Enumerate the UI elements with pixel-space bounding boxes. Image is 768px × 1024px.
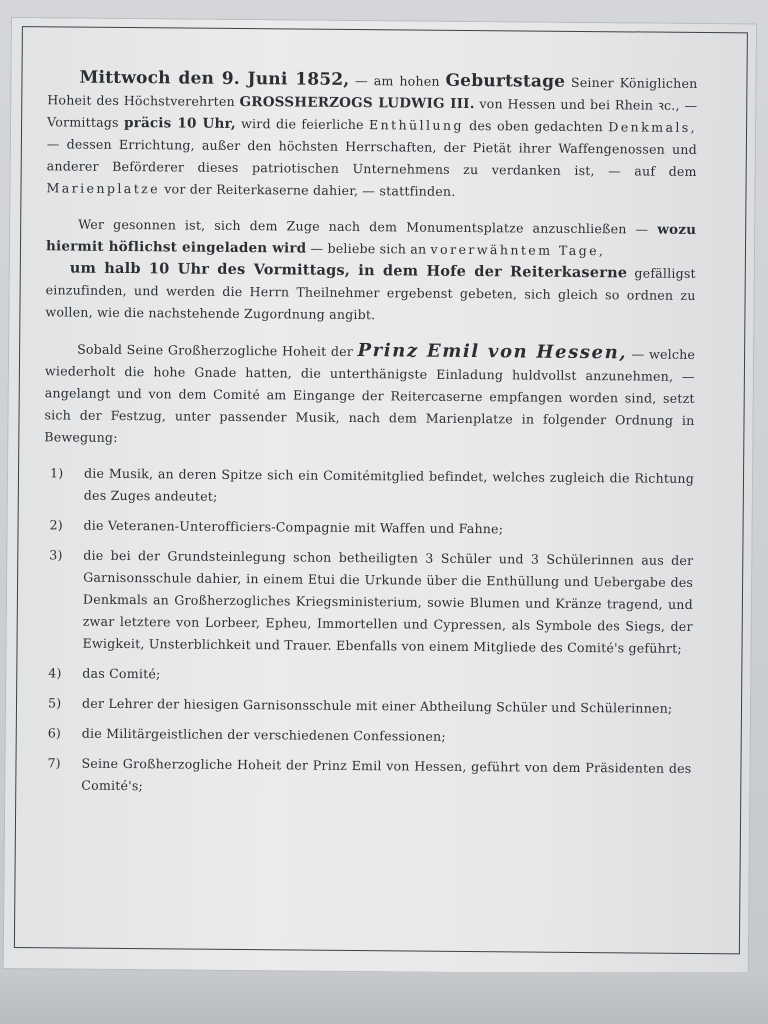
text-segment: — beliebe sich an [306, 240, 431, 257]
event-date: Mittwoch den 9. Juni 1852, [79, 67, 350, 90]
item-number: 2) [49, 517, 63, 533]
item-text: der Lehrer der hiesigen Garnisonsschule mit einer Abtheilung Schüler und Schülerinnen; [81, 695, 673, 716]
item-text: die Militärgeistlichen der verschiedenen Confessionen; [81, 725, 446, 744]
prince-name: Prinz Emil von Hessen, [357, 340, 628, 364]
text-segment: — welche wiederholt die hohe Gnade hatten, die unterthänigste Einladung huldvollst anzunehmen, — angelangt und von dem Comité am Eingange der Reitercaserne empfangen worden sind, setzt sich der Festzug, unter passender Musik, nach dem Marienplatze in folgender Ordnung in Bewegung: [44, 346, 696, 445]
text-segment: gefälligst einzufinden, und werden die Herrn Theilnehmer ergebenst gebeten, sich gleich so ordnen zu wollen, wie die nachstehende Zugordnung angibt. [45, 265, 696, 323]
lower-background [0, 972, 768, 1024]
item-number: 4) [48, 665, 62, 681]
document-page [4, 18, 756, 974]
square-name: Marienplatze [46, 180, 161, 197]
procession-order-list [41, 462, 694, 802]
item-text: die Veteranen-Unterofficiers-Compagnie mit Waffen und Fahne; [83, 517, 504, 537]
text-segment: vor der Reiterkaserne dahier, — stattfinden. [160, 181, 456, 199]
item-number: 6) [47, 725, 62, 741]
grand-duke-name: GROSSHERZOGS LUDWIG III. [239, 93, 475, 113]
text-segment: Sobald Seine Großherzogliche Hoheit der [77, 341, 358, 360]
unveiling-word: Enthüllung [368, 117, 464, 133]
list-item [41, 752, 691, 802]
procession-intro-paragraph [44, 337, 695, 454]
item-text: die Musik, an deren Spitze sich ein Comitémitglied befindet, welches zugleich die Richtung des Zuges andeutet; [83, 465, 695, 504]
text-segment: des oben gedachten [463, 117, 609, 135]
text-segment: von Hessen und bei Rhein ꝛc., — Vormittags [47, 96, 698, 130]
text-segment: Wer gesonnen ist, sich dem Zuge nach dem Monumentsplatze anzuschließen — [78, 216, 658, 237]
list-item [43, 514, 693, 542]
text-segment: Seiner Königlichen Hoheit des Höchstverehrten [47, 74, 698, 109]
day-phrase: vorerwähntem Tage, [430, 241, 606, 259]
item-text: Seine Großherzogliche Hoheit der Prinz Emil von Hessen, geführt von dem Präsidenten des Comité's; [81, 755, 692, 794]
item-text: das Comité; [82, 665, 161, 682]
list-item [44, 462, 694, 512]
list-item [42, 722, 692, 750]
item-number: 1) [49, 465, 64, 481]
invitation-paragraph [45, 213, 696, 329]
list-item [42, 662, 692, 690]
list-item [42, 544, 693, 660]
monument-word: Denkmals, [608, 119, 698, 135]
announcement-paragraph [46, 66, 697, 205]
item-text: die bei der Grundsteinlegung schon betheiligten 3 Schüler und 3 Schülerinnen aus der Garnisonsschule dahier, in einem Etui die Urkunde über die Enthüllung und Uebergabe des Denkmals an Großherzogliches Kriegsministerium, sowie Blumen und Kränze tragend, und zwar letztere von Lorbeer, Epheu, Immortellen und Cypressen, als Symbole des Siegs, der Ewigkeit, Unsterblichkeit und Trauer. Ebenfalls von einem Mitgliede des Comité's geführt; [82, 547, 694, 656]
invitation-phrase: wozu hiermit höflichst eingeladen wird [45, 221, 697, 257]
meeting-time-place: um halb 10 Uhr des Vormittags, in dem Hofe der Reiterkaserne [69, 259, 628, 282]
item-number: 5) [47, 695, 62, 711]
text-segment: wird die feierliche [235, 115, 370, 133]
event-time: präcis 10 Uhr, [123, 114, 236, 132]
item-number: 3) [49, 547, 63, 563]
birthday-word: Geburtstage [445, 70, 566, 92]
item-number: 7) [47, 755, 61, 771]
document-body [41, 66, 697, 810]
text-segment: — am hohen [349, 72, 446, 89]
text-segment: — dessen Errichtung, außer den höchsten Herrschaften, der Pietät ihrer Waffengenossen und anderer Beförderer dieses patriotischen Unternehmens zu verdanken ist, — auf dem [46, 136, 697, 179]
list-item [42, 692, 692, 720]
